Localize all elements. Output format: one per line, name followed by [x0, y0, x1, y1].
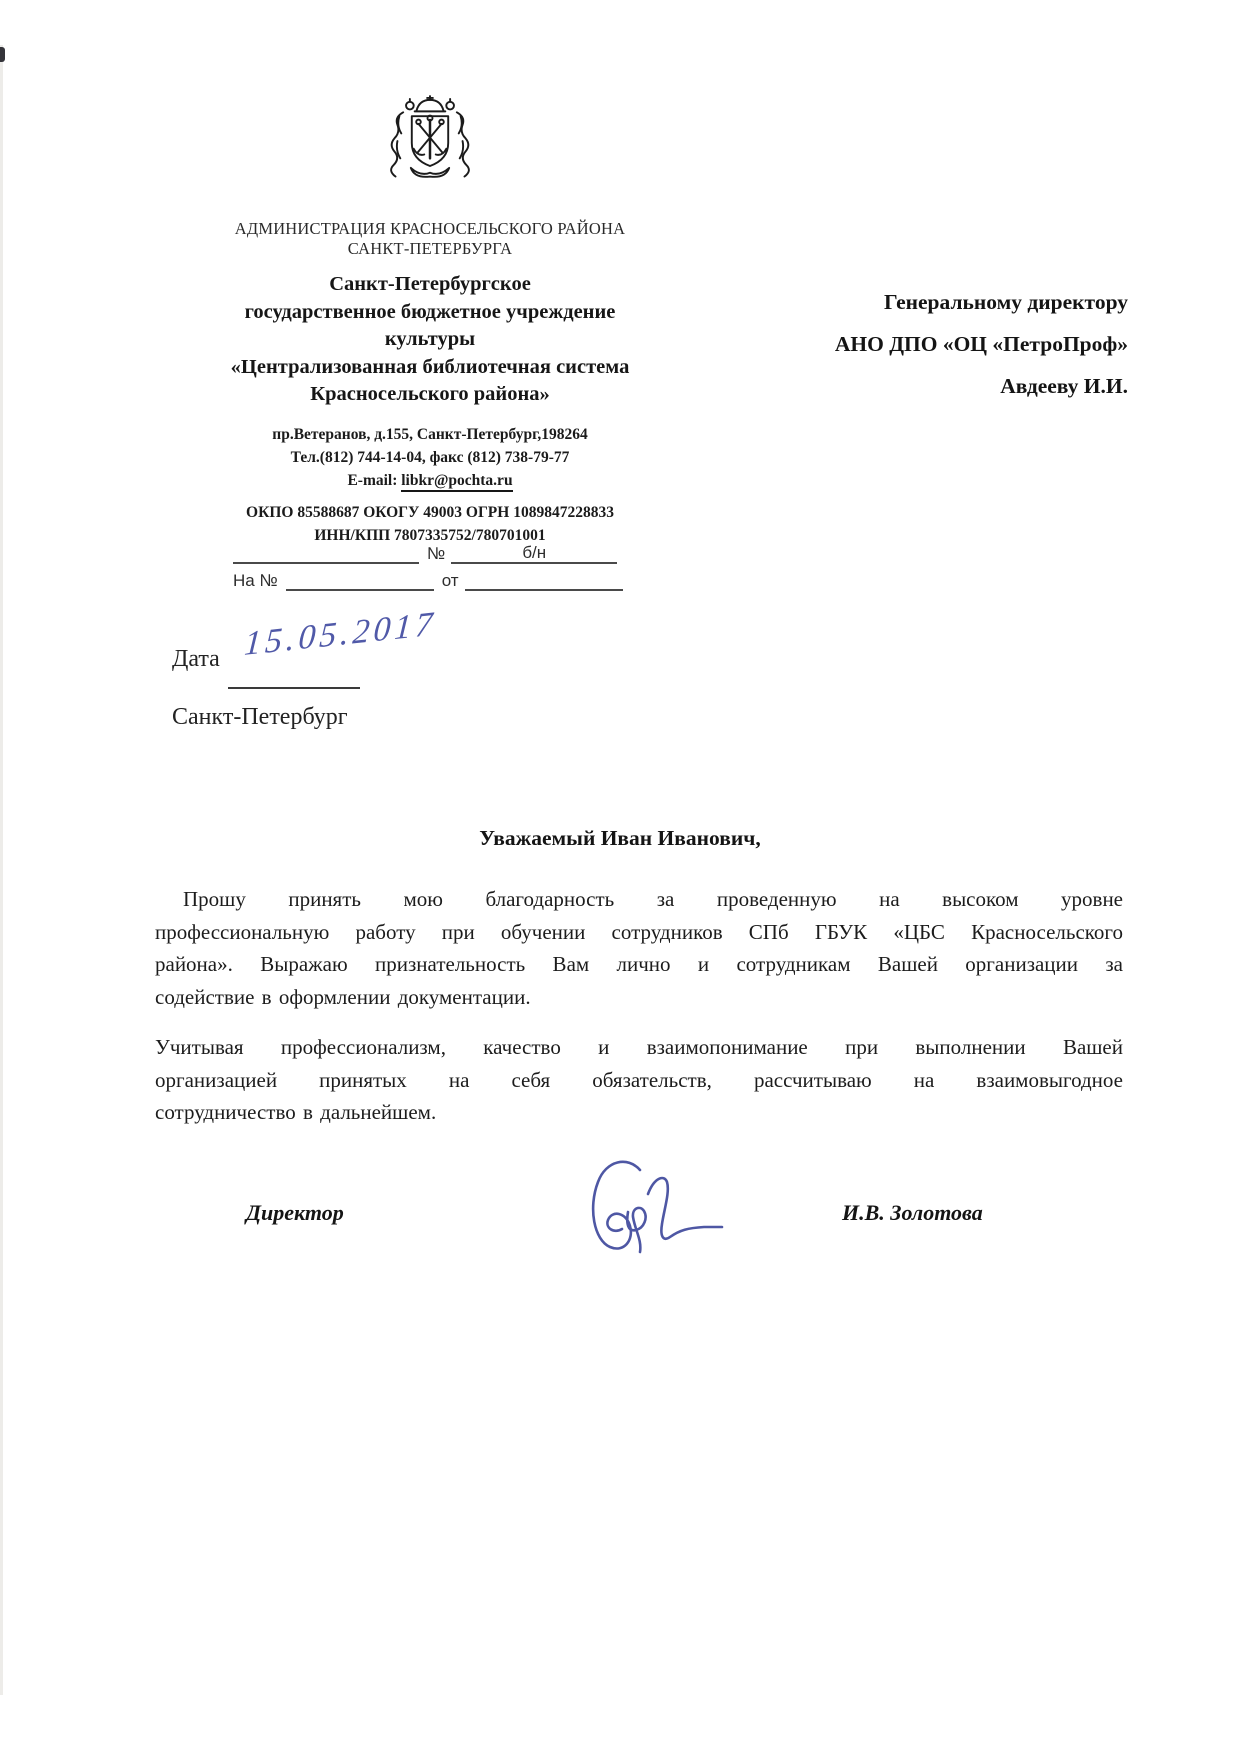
- text-line: Учитывая профессионализм, качество и взаимопонимание при выполнении Вашей: [155, 1035, 1123, 1059]
- text-line: государственное бюджетное учреждение: [244, 300, 616, 323]
- text-line: АДМИНИСТРАЦИЯ КРАСНОСЕЛЬСКОГО РАЙОНА: [234, 219, 626, 238]
- text-line: Красносельского района»: [310, 383, 550, 405]
- text-line: Санкт-Петербургское: [329, 273, 531, 295]
- scan-edge-artifact: [0, 45, 3, 1695]
- saint-petersburg-emblem-drawing: [384, 92, 476, 194]
- date-underline: [228, 687, 360, 689]
- text-line: организацией принятых на себя обязательств, рассчитываю на взаимовыгодное: [155, 1067, 1123, 1092]
- incoming-number-label: На №: [233, 571, 278, 590]
- email-address: libkr@pochta.ru: [401, 472, 512, 492]
- organization-name: [190, 271, 670, 409]
- handwritten-signature-drawing: [562, 1148, 777, 1276]
- scan-corner-artifact: [0, 47, 5, 62]
- text-line: САНКТ-ПЕТЕРБУРГА: [347, 238, 513, 258]
- administration-header: [190, 219, 670, 258]
- text-line: профессиональную работу при обучении сотрудников СПб ГБУК «ЦБС Красносельского: [155, 919, 1123, 944]
- salutation: Уважаемый Иван Иванович,: [479, 826, 761, 850]
- phone-fax: Тел.(812) 744-14-04, факс (812) 738-79-77: [290, 449, 570, 466]
- text-line: сотрудничество в дальнейшем.: [155, 1100, 437, 1124]
- signer-position: Директор: [246, 1200, 344, 1225]
- incoming-number-blank: [286, 570, 434, 591]
- signature-icon: [562, 1148, 777, 1276]
- organization-contacts: [190, 423, 670, 492]
- date-label: Дата: [172, 646, 220, 672]
- handwritten-date: 15.05.2017: [243, 605, 438, 663]
- city-line: Санкт-Петербург: [172, 704, 348, 730]
- body-paragraph-2: [155, 1031, 1123, 1129]
- text-line: содействие в оформлении документации.: [155, 984, 531, 1009]
- outgoing-number-blank: б/н: [451, 543, 617, 564]
- registry-codes: [190, 501, 670, 547]
- text-line: района». Выражаю признательность Вам лично и сотрудникам Вашей организации за: [155, 952, 1123, 976]
- text-line: Генеральному директору: [884, 290, 1128, 314]
- text-line: ОКПО 85588687 ОКОГУ 49003 ОГРН 1089847228833: [246, 504, 614, 521]
- coat-of-arms-icon: [384, 92, 476, 194]
- email-label: E-mail:: [347, 472, 398, 489]
- body-paragraph-1: [155, 883, 1123, 1013]
- text-line: культуры: [384, 328, 476, 350]
- postal-address: пр.Ветеранов, д.155, Санкт-Петербург,198264: [272, 426, 588, 443]
- number-sign-label: №: [427, 544, 446, 563]
- incoming-from-label: от: [441, 571, 459, 590]
- text-line: Авдееву И.И.: [1000, 374, 1128, 398]
- outgoing-date-blank: [233, 543, 419, 564]
- signer-name: И.В. Золотова: [842, 1200, 983, 1225]
- text-line: «Централизованная библиотечная система: [230, 355, 630, 378]
- incoming-number-row: [233, 570, 623, 591]
- text-line: АНО ДПО «ОЦ «ПетроПроф»: [834, 332, 1128, 356]
- email-line: [190, 469, 670, 492]
- incoming-date-blank: [465, 570, 623, 591]
- text-line: ИНН/КПП 7807335752/780701001: [314, 527, 546, 544]
- outgoing-number-row: [233, 543, 617, 564]
- text-line: Прошу принять мою благодарность за проведенную на высоком уровне: [183, 887, 1123, 911]
- addressee-block: [728, 281, 1128, 407]
